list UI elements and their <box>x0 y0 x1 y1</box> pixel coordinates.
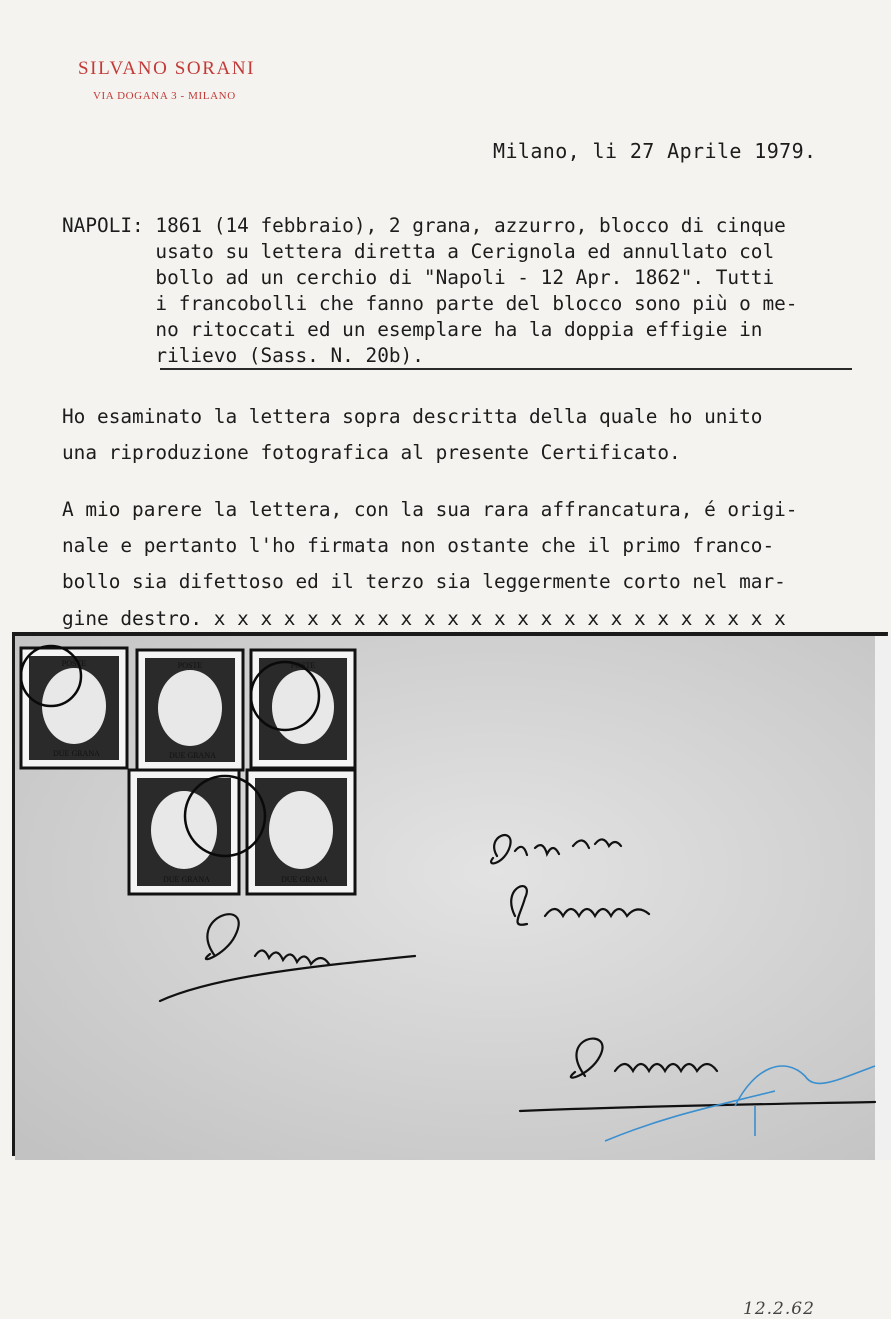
stamp-value-text: DUE GRANA <box>281 875 328 884</box>
stamp-5 <box>247 770 355 894</box>
letter-photograph <box>12 632 888 1319</box>
letterhead-address: VIA DOGANA 3 - MILANO <box>93 90 236 102</box>
description-line: rilievo (Sass. N. 20b). <box>62 344 424 367</box>
pencil-date-note: 12.2.62 <box>743 1299 815 1319</box>
description-line: i francobolli che fanno parte del blocco sono più o me- <box>62 292 798 315</box>
stamp-top-text: POSTE <box>61 659 87 668</box>
stamp-value-text: DUE GRANA <box>53 749 100 758</box>
paragraph-line: A mio parere la lettera, con la sua rara affrancatura, é origi- <box>62 498 798 521</box>
stamp-2 <box>137 650 243 770</box>
paragraph-line: Ho esaminato la lettera sopra descritta della quale ho unito <box>62 405 763 428</box>
paragraph-line: bollo sia difettoso ed il terzo sia leggermente corto nel mar- <box>62 570 786 593</box>
description-line: no ritoccati ed un esemplare ha la doppia effigie in <box>62 318 763 341</box>
stamp-4 <box>129 770 239 894</box>
divider-rule <box>160 368 852 370</box>
letterhead-name: SILVANO SORANI <box>78 58 256 79</box>
letter-photograph-drawing <box>15 636 891 1160</box>
stamp-top-text: POSTE <box>290 661 316 670</box>
paragraph-line: nale e pertanto l'ho firmata non ostante che il primo franco- <box>62 534 775 557</box>
partially-covered-line <box>62 607 852 631</box>
description-line: bollo ad un cerchio di "Napoli - 12 Apr. 1862". Tutti <box>62 266 775 289</box>
stamp-value-text: DUE GRANA <box>163 875 210 884</box>
stamp-1 <box>21 648 127 768</box>
description-line: NAPOLI: 1861 (14 febbraio), 2 grana, azzurro, blocco di cinque <box>62 214 786 237</box>
paragraph-line: una riproduzione fotografica al presente Certificato. <box>62 441 681 464</box>
stamp-top-text: POSTE <box>177 661 203 670</box>
stamp-value-text: DUE GRANA <box>169 751 216 760</box>
certificate-date: Milano, li 27 Aprile 1979. <box>493 139 817 163</box>
paragraph-line: gine destro. x x x x x x x x x x x x x x x x x x x x x x x x x <box>62 607 786 630</box>
description-line: usato su lettera diretta a Cerignola ed annullato col <box>62 240 775 263</box>
